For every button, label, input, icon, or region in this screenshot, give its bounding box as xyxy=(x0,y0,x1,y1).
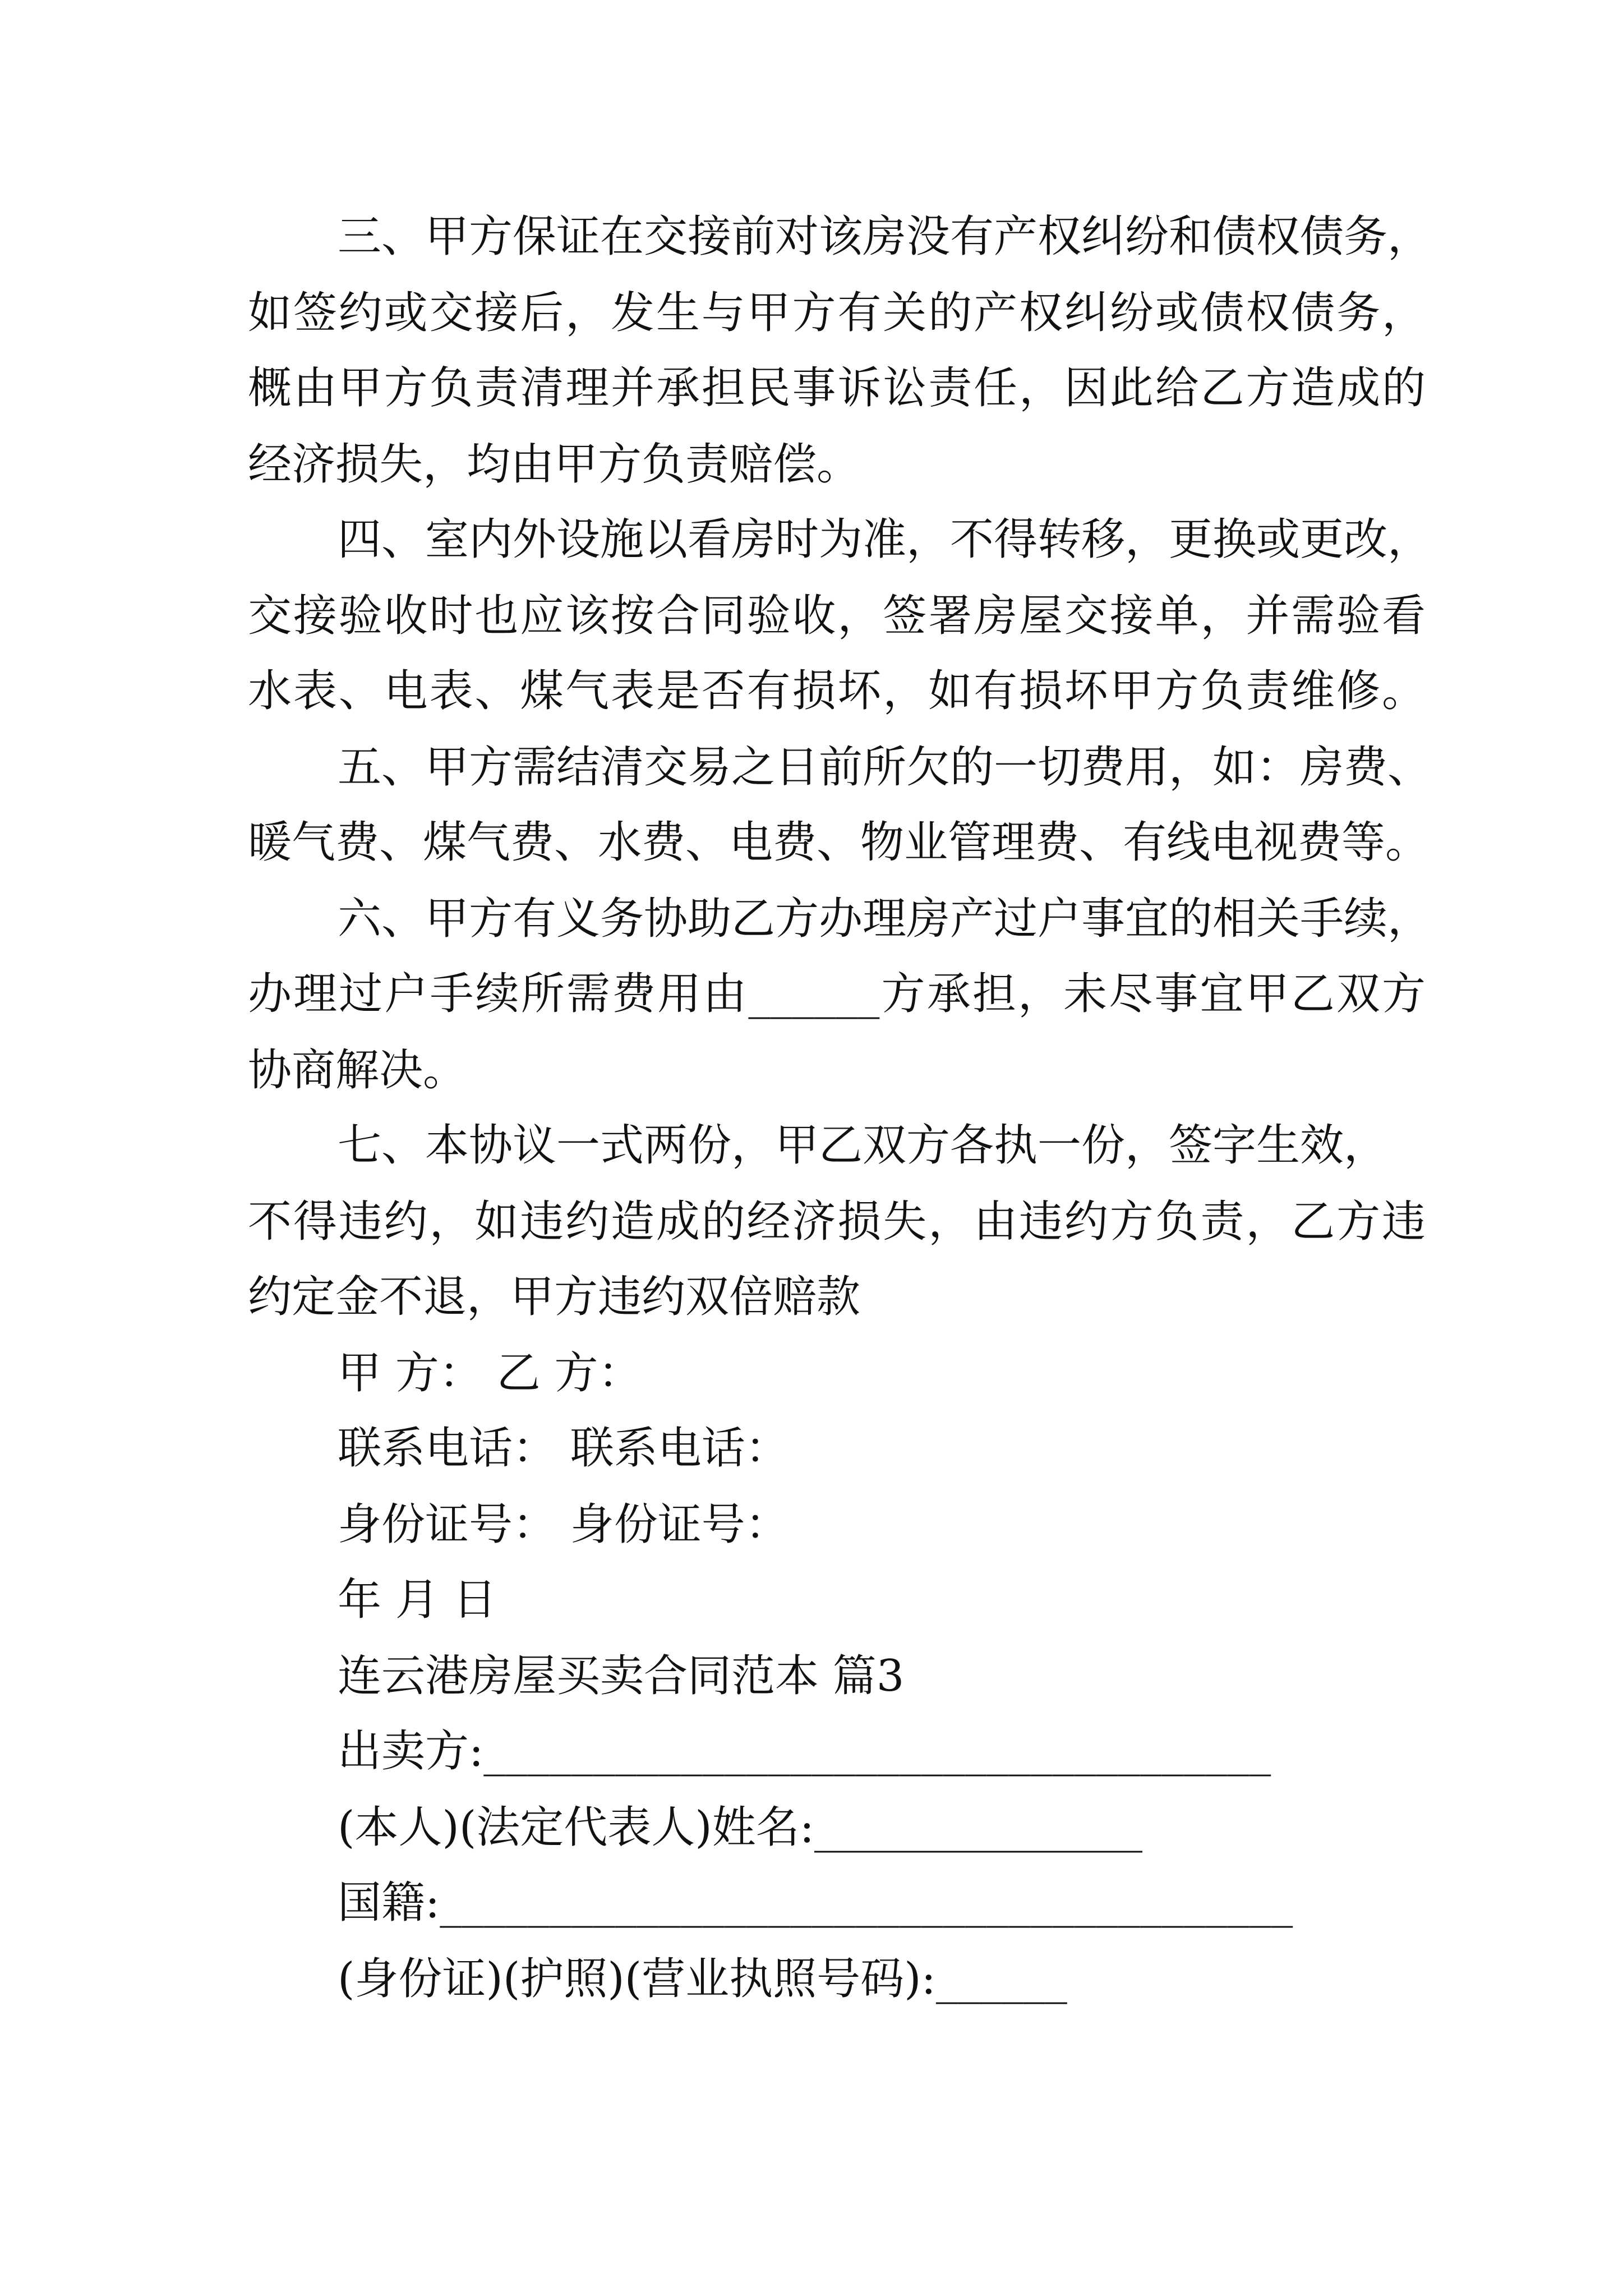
seller-field: 出卖方:____________________________________ xyxy=(338,1726,1271,1777)
clause-7-line-1: 七、本协议一式两份，甲乙双方各执一份，签字生效， xyxy=(338,1120,1388,1171)
clause-6-line-3: 协商解决。 xyxy=(248,1045,467,1096)
clause-6-line-1: 六、甲方有义务协助乙方办理房产过户事宜的相关手续， xyxy=(338,894,1432,944)
clause-7-line-3: 约定金不退，甲方违约双倍赔款 xyxy=(248,1272,861,1322)
section-3-title: 连云港房屋买卖合同范本 篇3 xyxy=(338,1651,905,1701)
signature-phone: 联系电话： 联系电话： xyxy=(338,1423,789,1474)
clause-3-line-1: 三、甲方保证在交接前对该房没有产权纠纷和债权债务， xyxy=(338,211,1432,262)
clause-7-line-2: 不得违约，如违约造成的经济损失，由违约方负责，乙方违 xyxy=(248,1197,1426,1247)
clause-5-line-1: 五、甲方需结清交易之日前所欠的一切费用，如：房费、 xyxy=(338,742,1432,793)
clause-3-line-4: 经济损失，均由甲方负责赔偿。 xyxy=(248,439,861,490)
clause-4-line-2: 交接验收时也应该按合同验收，签署房屋交接单，并需验看 xyxy=(248,591,1426,641)
signature-id: 身份证号： 身份证号： xyxy=(338,1499,789,1550)
nationality-field: 国籍:_______________________________________ xyxy=(338,1878,1293,1928)
clause-4-line-1: 四、室内外设施以看房时为准，不得转移，更换或更改， xyxy=(338,514,1432,565)
clause-5-line-2: 暖气费、煤气费、水费、电费、物业管理费、有线电视费等。 xyxy=(248,817,1430,868)
signature-parties: 甲 方： 乙 方： xyxy=(338,1348,642,1398)
clause-3-line-3: 概由甲方负责清理并承担民事诉讼责任，因此给乙方造成的 xyxy=(248,363,1426,413)
signature-date: 年 月 日 xyxy=(338,1575,497,1625)
id-number-field: (身份证)(护照)(营业执照号码):______ xyxy=(338,1954,1067,2004)
clause-4-line-3: 水表、电表、煤气表是否有损坏，如有损坏甲方负责维修。 xyxy=(248,666,1426,716)
clause-3-line-2: 如签约或交接后，发生与甲方有关的产权纠纷或债权债务， xyxy=(248,288,1426,338)
clause-6-line-2: 办理过户手续所需费用由______方承担，未尽事宜甲乙双方 xyxy=(248,969,1426,1019)
representative-name-field: (本人)(法定代表人)姓名:_______________ xyxy=(338,1802,1143,1853)
